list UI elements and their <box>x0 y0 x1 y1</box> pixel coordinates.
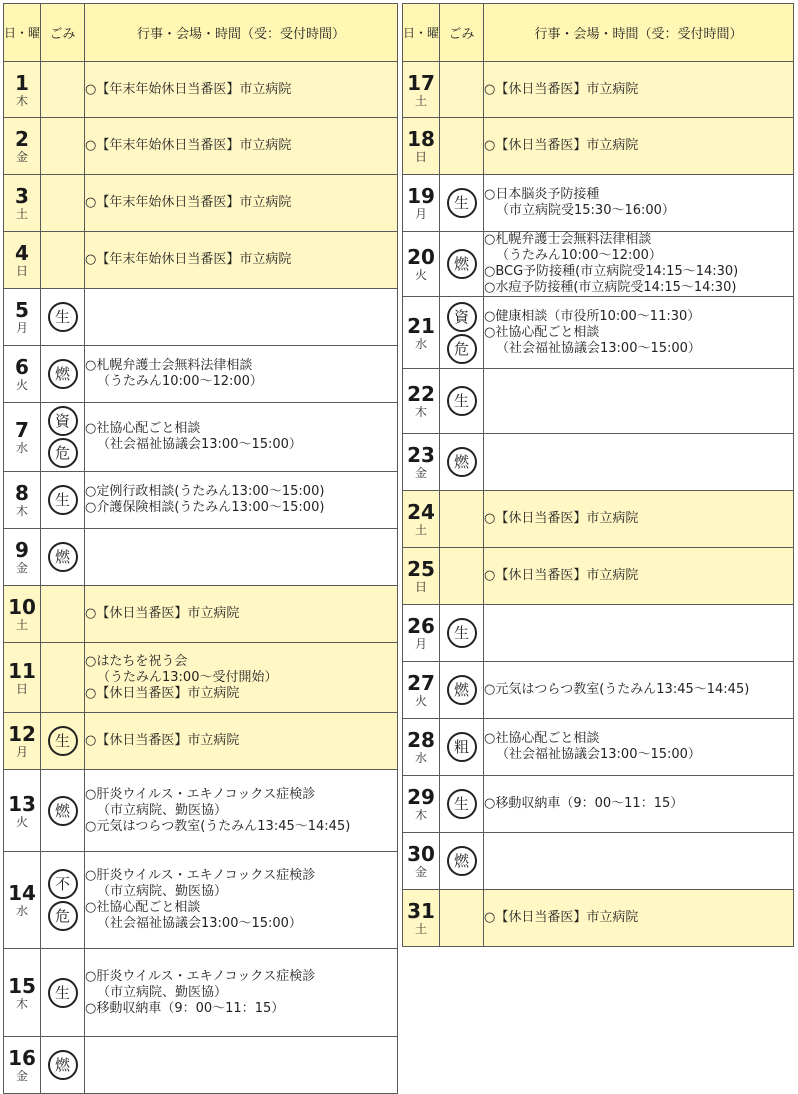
event-line: ○【休日当番医】市立病院 <box>484 568 639 583</box>
event-line: （うたみん10:00～12:00） <box>496 248 662 263</box>
day-number: 13 <box>8 791 36 816</box>
gomi-cell <box>41 346 85 403</box>
day-cell <box>4 346 41 403</box>
weekday: 土 <box>15 618 28 632</box>
event-cell <box>484 890 794 947</box>
event-cell <box>85 289 398 346</box>
event-line: ○【年末年始休日当番医】市立病院 <box>85 81 292 97</box>
day-cell <box>4 472 41 529</box>
event-cell <box>85 346 398 403</box>
gomi-cell <box>41 1037 85 1094</box>
weekday: 日 <box>414 150 427 164</box>
event-cell <box>484 491 794 548</box>
event-line: ○社協心配ごと相談 <box>85 900 201 915</box>
event-cell <box>484 833 794 890</box>
event-cell <box>484 719 794 776</box>
event-line: ○【休日当番医】市立病院 <box>85 733 240 748</box>
weekday: 金 <box>414 466 427 480</box>
gomi-burnable-kitchen-waste-icon: 生 <box>48 978 78 1008</box>
event-line: ○【休日当番医】市立病院 <box>484 910 639 925</box>
gomi-cell <box>440 719 484 776</box>
event-line: ○肝炎ウイルス・エキノコックス症検診 <box>85 868 316 883</box>
weekday: 月 <box>15 745 28 759</box>
day-cell <box>403 434 440 491</box>
day-row <box>4 949 398 1037</box>
event-line: ○【休日当番医】市立病院 <box>484 511 639 526</box>
weekday: 火 <box>414 268 427 282</box>
event-line: （市立病院、勤医協） <box>97 984 228 1000</box>
weekday: 水 <box>15 441 28 455</box>
event-cell <box>85 949 398 1037</box>
event-line: ○【休日当番医】市立病院 <box>484 138 639 153</box>
gomi-cell <box>440 62 484 118</box>
event-cell <box>484 662 794 719</box>
weekday: 木 <box>414 405 427 419</box>
day-row <box>403 118 794 175</box>
weekday: 土 <box>15 207 28 221</box>
gomi-cell <box>41 852 85 949</box>
day-number: 19 <box>407 184 435 208</box>
event-cell <box>484 605 794 662</box>
day-number: 30 <box>407 842 435 866</box>
day-cell <box>4 175 41 232</box>
day-cell <box>4 713 41 770</box>
gomi-burnable-waste-icon: 燃 <box>447 675 477 705</box>
gomi-cell <box>440 232 484 297</box>
event-line: ○社協心配ごと相談 <box>484 324 600 340</box>
day-cell <box>403 175 440 232</box>
gomi-cell <box>440 833 484 890</box>
day-cell <box>4 289 41 346</box>
event-line: ○介護保険相談(うたみん13:00～15:00) <box>85 500 325 515</box>
day-cell <box>403 719 440 776</box>
calendar-table-right <box>402 3 794 947</box>
day-row <box>403 719 794 776</box>
day-row <box>4 529 398 586</box>
day-row <box>403 890 794 947</box>
gomi-burnable-kitchen-waste-icon: 生 <box>447 386 477 416</box>
day-number: 21 <box>407 313 435 338</box>
day-row <box>403 434 794 491</box>
event-cell <box>85 770 398 852</box>
event-line: ○健康相談（市役所10:00～11:30） <box>484 308 701 324</box>
day-cell <box>403 548 440 605</box>
event-line: ○水痘予防接種(市立病院受14:15～14:30) <box>484 280 737 295</box>
header-event: 行事・会場・時間（受：受付時間） <box>85 4 398 62</box>
event-cell <box>85 232 398 289</box>
gomi-hazardous-waste-icon: 危 <box>48 901 78 931</box>
event-line: ○肝炎ウイルス・エキノコックス症検診 <box>85 968 316 984</box>
event-line: ○【休日当番医】市立病院 <box>85 606 240 621</box>
header-event: 行事・会場・時間（受：受付時間） <box>484 4 794 62</box>
weekday: 日 <box>414 580 427 594</box>
event-cell <box>85 529 398 586</box>
gomi-cell <box>41 175 85 232</box>
gomi-cell <box>41 770 85 852</box>
day-cell <box>4 643 41 713</box>
day-number: 16 <box>8 1046 36 1070</box>
gomi-cell <box>41 643 85 713</box>
event-line: （うたみん10:00～12:00） <box>97 374 263 389</box>
gomi-burnable-waste-icon: 燃 <box>447 249 477 279</box>
day-number: 12 <box>8 722 36 746</box>
event-cell <box>85 472 398 529</box>
day-cell <box>4 118 41 175</box>
day-cell <box>403 605 440 662</box>
gomi-cell <box>41 118 85 175</box>
gomi-burnable-waste-icon: 燃 <box>48 1050 78 1080</box>
event-cell <box>85 643 398 713</box>
day-cell <box>4 403 41 472</box>
event-line: （市立病院、勤医協） <box>97 802 228 818</box>
event-cell <box>85 586 398 643</box>
event-line: ○移動収納車（9：00～11：15） <box>484 796 684 811</box>
day-row <box>4 62 398 118</box>
event-line: ○札幌弁護士会無料法律相談 <box>484 232 652 247</box>
day-number: 11 <box>8 658 36 683</box>
day-number: 8 <box>15 481 29 505</box>
day-cell <box>403 491 440 548</box>
day-number: 25 <box>407 557 435 581</box>
day-cell <box>4 529 41 586</box>
gomi-burnable-waste-icon: 燃 <box>48 359 78 389</box>
gomi-cell <box>41 586 85 643</box>
day-cell <box>403 890 440 947</box>
weekday: 木 <box>414 808 427 822</box>
event-line: （市立病院受15:30～16:00） <box>496 203 675 218</box>
day-cell <box>4 62 41 118</box>
day-row <box>403 605 794 662</box>
event-cell <box>85 62 398 118</box>
day-number: 31 <box>407 899 435 923</box>
weekday: 木 <box>15 93 28 108</box>
weekday: 日 <box>15 681 28 696</box>
day-row <box>4 586 398 643</box>
day-number: 23 <box>407 443 435 467</box>
day-number: 2 <box>15 127 29 151</box>
gomi-burnable-kitchen-waste-icon: 生 <box>48 302 78 332</box>
event-line: ○【休日当番医】市立病院 <box>85 685 240 701</box>
weekday: 日 <box>15 264 28 278</box>
day-row <box>4 403 398 472</box>
gomi-recyclables-icon: 資 <box>48 406 78 436</box>
gomi-cell <box>440 491 484 548</box>
day-number: 9 <box>15 538 29 562</box>
gomi-hazardous-waste-icon: 危 <box>48 438 78 468</box>
header-row <box>403 4 794 62</box>
day-cell <box>403 369 440 434</box>
day-row <box>403 297 794 369</box>
day-row <box>4 852 398 949</box>
gomi-cell <box>440 605 484 662</box>
gomi-burnable-kitchen-waste-icon: 生 <box>447 789 477 819</box>
event-line: ○移動収納車（9：00～11：15） <box>85 1000 285 1016</box>
day-row <box>403 662 794 719</box>
day-row <box>4 1037 398 1094</box>
day-cell <box>403 62 440 118</box>
day-row <box>4 770 398 852</box>
day-number: 24 <box>407 500 435 524</box>
event-cell <box>85 852 398 949</box>
day-cell <box>403 776 440 833</box>
calendar-table-left <box>3 3 398 1094</box>
day-row <box>403 232 794 297</box>
event-line: （社会福祉協議会13:00～15:00） <box>496 747 701 762</box>
gomi-recyclables-icon: 資 <box>447 302 477 332</box>
day-cell <box>4 232 41 289</box>
day-cell <box>4 852 41 949</box>
event-line: ○社協心配ごと相談 <box>85 421 201 436</box>
day-number: 29 <box>407 785 435 809</box>
weekday: 金 <box>15 1069 28 1083</box>
event-line: （社会福祉協議会13:00～15:00） <box>97 916 302 931</box>
day-number: 28 <box>407 728 435 752</box>
day-row <box>403 175 794 232</box>
gomi-non-burnable-waste-icon: 不 <box>48 869 78 899</box>
day-cell <box>403 833 440 890</box>
day-row <box>4 118 398 175</box>
weekday: 木 <box>15 504 28 518</box>
gomi-cell <box>41 289 85 346</box>
day-row <box>4 289 398 346</box>
weekday: 火 <box>15 378 28 392</box>
day-cell <box>403 662 440 719</box>
day-number: 20 <box>407 245 435 269</box>
day-row <box>4 472 398 529</box>
event-cell <box>484 118 794 175</box>
gomi-cell <box>41 949 85 1037</box>
event-line: ○札幌弁護士会無料法律相談 <box>85 358 253 373</box>
weekday: 水 <box>414 336 427 351</box>
gomi-cell <box>440 548 484 605</box>
event-line: （社会福祉協議会13:00～15:00） <box>496 340 701 356</box>
gomi-cell <box>41 529 85 586</box>
event-cell <box>85 118 398 175</box>
gomi-burnable-kitchen-waste-icon: 生 <box>48 485 78 515</box>
gomi-oversized-waste-icon: 粗 <box>447 732 477 762</box>
weekday: 木 <box>15 996 28 1011</box>
weekday: 月 <box>15 321 28 335</box>
weekday: 金 <box>15 561 28 575</box>
day-number: 17 <box>407 70 435 95</box>
day-number: 22 <box>407 382 435 406</box>
event-line: ○定例行政相談(うたみん13:00～15:00) <box>85 484 325 499</box>
event-line: ○BCG予防接種(市立病院受14:15～14:30) <box>484 264 739 279</box>
event-line: ○【休日当番医】市立病院 <box>484 81 639 97</box>
event-cell <box>484 297 794 369</box>
day-cell <box>4 586 41 643</box>
day-row <box>403 776 794 833</box>
day-number: 14 <box>8 881 36 905</box>
day-number: 10 <box>8 595 36 619</box>
day-cell <box>4 949 41 1037</box>
day-number: 6 <box>15 355 29 379</box>
day-number: 4 <box>15 241 29 265</box>
gomi-burnable-waste-icon: 燃 <box>48 796 78 826</box>
gomi-burnable-kitchen-waste-icon: 生 <box>447 188 477 218</box>
day-row <box>4 713 398 770</box>
event-line: ○社協心配ごと相談 <box>484 731 600 746</box>
weekday: 水 <box>414 751 427 765</box>
weekday: 火 <box>414 694 427 708</box>
day-cell <box>403 232 440 297</box>
day-row <box>4 643 398 713</box>
gomi-cell <box>41 713 85 770</box>
day-row <box>403 833 794 890</box>
day-row <box>4 232 398 289</box>
event-line: ○【年末年始休日当番医】市立病院 <box>85 252 292 267</box>
day-cell <box>4 770 41 852</box>
gomi-cell <box>41 403 85 472</box>
gomi-cell <box>440 890 484 947</box>
day-number: 18 <box>407 127 435 151</box>
weekday: 土 <box>414 523 427 537</box>
weekday: 火 <box>15 814 28 829</box>
day-cell <box>4 1037 41 1094</box>
header-row <box>4 4 398 62</box>
gomi-cell <box>440 776 484 833</box>
day-cell <box>403 118 440 175</box>
gomi-cell <box>440 434 484 491</box>
weekday: 月 <box>414 207 427 221</box>
event-cell <box>484 232 794 297</box>
calendar-body-left <box>4 62 398 1094</box>
event-line: ○日本脳炎予防接種 <box>484 187 600 202</box>
event-cell <box>484 776 794 833</box>
header-day: 日・曜 <box>403 4 440 62</box>
weekday: 土 <box>414 922 427 936</box>
day-cell <box>403 297 440 369</box>
gomi-hazardous-waste-icon: 危 <box>447 334 477 364</box>
gomi-cell <box>41 62 85 118</box>
event-line: （市立病院、勤医協） <box>97 884 228 899</box>
event-line: （社会福祉協議会13:00～15:00） <box>97 437 302 452</box>
event-cell <box>484 434 794 491</box>
gomi-burnable-kitchen-waste-icon: 生 <box>447 618 477 648</box>
day-row <box>403 369 794 434</box>
weekday: 金 <box>15 150 28 164</box>
day-number: 27 <box>407 671 435 695</box>
event-line: ○元気はつらつ教室(うたみん13:45～14:45) <box>85 818 351 834</box>
gomi-cell <box>440 175 484 232</box>
event-cell <box>85 175 398 232</box>
event-line: ○【年末年始休日当番医】市立病院 <box>85 195 292 210</box>
day-number: 15 <box>8 973 36 998</box>
day-row <box>4 175 398 232</box>
day-number: 7 <box>15 418 29 442</box>
day-number: 5 <box>15 298 29 322</box>
day-row <box>403 548 794 605</box>
weekday: 水 <box>15 904 28 918</box>
event-line: ○はたちを祝う会 <box>85 653 188 669</box>
event-cell <box>484 62 794 118</box>
header-day: 日・曜 <box>4 4 41 62</box>
gomi-burnable-waste-icon: 燃 <box>48 542 78 572</box>
header-gomi: ごみ <box>41 4 85 62</box>
gomi-cell <box>440 662 484 719</box>
event-cell <box>85 403 398 472</box>
day-number: 26 <box>407 614 435 638</box>
gomi-cell <box>440 297 484 369</box>
gomi-cell <box>440 118 484 175</box>
event-cell <box>85 713 398 770</box>
day-number: 1 <box>15 70 29 95</box>
event-cell <box>484 369 794 434</box>
header-gomi: ごみ <box>440 4 484 62</box>
gomi-cell <box>41 472 85 529</box>
weekday: 月 <box>414 637 427 651</box>
gomi-burnable-waste-icon: 燃 <box>447 846 477 876</box>
calendar-body-right <box>403 62 794 947</box>
event-cell <box>484 548 794 605</box>
weekday: 土 <box>414 93 427 108</box>
event-line: ○【年末年始休日当番医】市立病院 <box>85 138 292 153</box>
weekday: 金 <box>414 865 427 879</box>
gomi-cell <box>41 232 85 289</box>
gomi-burnable-waste-icon: 燃 <box>447 447 477 477</box>
day-row <box>403 62 794 118</box>
event-line: （うたみん13:00～受付開始） <box>97 669 278 685</box>
event-cell <box>85 1037 398 1094</box>
event-cell <box>484 175 794 232</box>
event-line: ○元気はつらつ教室(うたみん13:45～14:45) <box>484 682 750 697</box>
day-number: 3 <box>15 184 29 208</box>
day-row <box>403 491 794 548</box>
event-line: ○肝炎ウイルス・エキノコックス症検診 <box>85 786 316 802</box>
day-row <box>4 346 398 403</box>
gomi-cell <box>440 369 484 434</box>
gomi-burnable-kitchen-waste-icon: 生 <box>48 726 78 756</box>
